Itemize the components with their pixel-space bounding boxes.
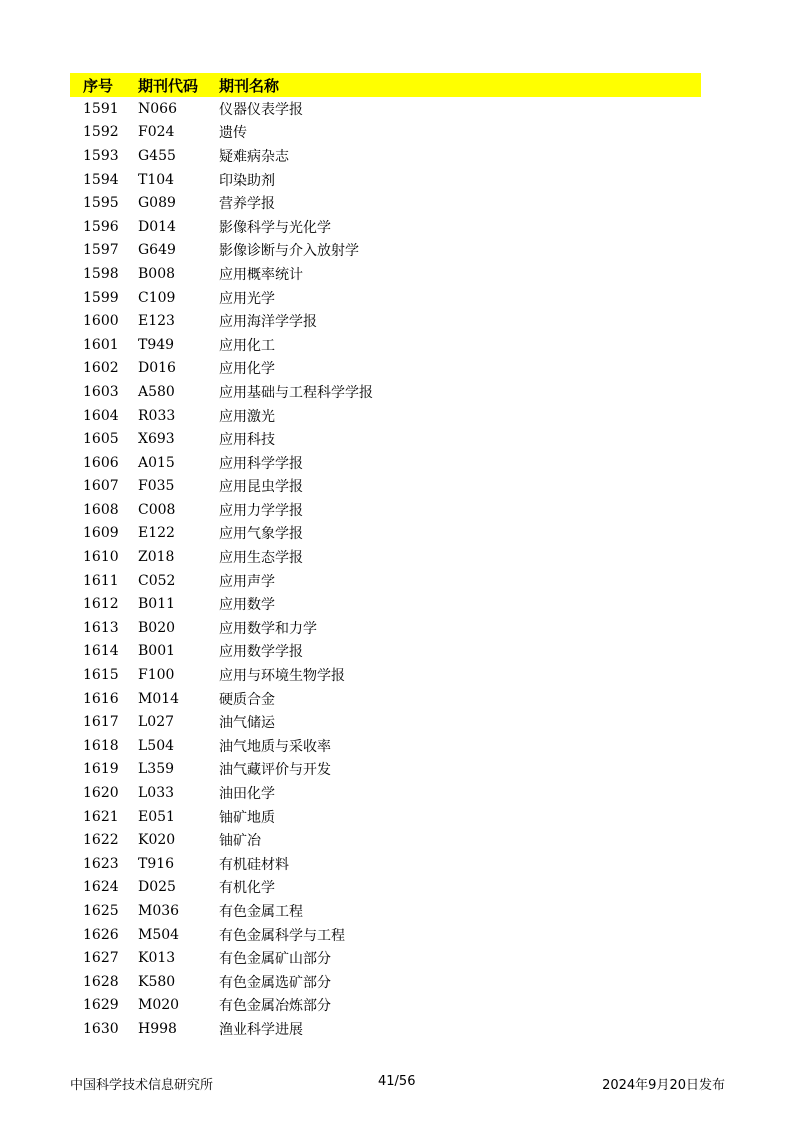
row-code: K580 — [138, 973, 176, 990]
table-row — [70, 168, 701, 192]
table-row — [70, 994, 701, 1018]
table-row — [70, 522, 701, 546]
row-code: T949 — [138, 336, 175, 353]
row-journal-name: 应用生态学报 — [219, 550, 303, 567]
table-row — [70, 923, 701, 947]
footer-page-number: 41/56 — [378, 1074, 416, 1089]
table-row — [70, 215, 701, 239]
row-index: 1618 — [83, 737, 119, 754]
table-row — [70, 333, 701, 357]
row-journal-name: 应用数学学报 — [219, 644, 303, 661]
row-index: 1628 — [83, 973, 119, 990]
row-code: C109 — [138, 289, 176, 306]
row-code: G089 — [138, 195, 176, 212]
table-row — [70, 97, 701, 121]
row-index: 1607 — [83, 478, 119, 495]
row-code: F024 — [138, 124, 175, 141]
header-name: 期刊名称 — [219, 76, 280, 95]
row-index: 1597 — [83, 242, 119, 259]
table-row — [70, 427, 701, 451]
table-row — [70, 451, 701, 475]
row-code: T104 — [138, 171, 175, 188]
page-footer — [70, 1074, 725, 1092]
row-index: 1621 — [83, 808, 119, 825]
row-journal-name: 印染助剂 — [219, 172, 275, 189]
row-index: 1625 — [83, 902, 119, 919]
row-code: M036 — [138, 902, 180, 919]
row-code: F035 — [138, 478, 175, 495]
table-row — [70, 781, 701, 805]
row-index: 1627 — [83, 950, 119, 967]
table-row — [70, 1017, 701, 1041]
row-journal-name: 有色金属工程 — [219, 903, 303, 920]
row-index: 1619 — [83, 761, 119, 778]
table-row — [70, 191, 701, 215]
table-row — [70, 262, 701, 286]
row-journal-name: 应用海洋学学报 — [219, 314, 317, 331]
row-journal-name: 应用力学学报 — [219, 502, 303, 519]
row-code: A580 — [138, 383, 175, 400]
row-code: D014 — [138, 218, 176, 235]
row-index: 1592 — [83, 124, 119, 141]
row-journal-name: 应用数学和力学 — [219, 620, 317, 637]
row-index: 1614 — [83, 643, 119, 660]
row-index: 1595 — [83, 195, 119, 212]
row-index: 1616 — [83, 690, 119, 707]
row-journal-name: 有机化学 — [219, 880, 275, 897]
row-index: 1593 — [83, 147, 119, 164]
row-index: 1606 — [83, 454, 119, 471]
row-journal-name: 影像科学与光化学 — [219, 219, 331, 236]
row-index: 1605 — [83, 431, 119, 448]
row-journal-name: 铀矿地质 — [219, 809, 275, 826]
row-code: N066 — [138, 100, 177, 117]
table-row — [70, 592, 701, 616]
row-journal-name: 应用化学 — [219, 361, 275, 378]
table-row — [70, 876, 701, 900]
row-journal-name: 有色金属冶炼部分 — [219, 998, 331, 1015]
row-code: K020 — [138, 832, 176, 849]
row-index: 1612 — [83, 596, 119, 613]
row-code: B020 — [138, 619, 176, 636]
row-journal-name: 遗传 — [219, 125, 247, 142]
row-index: 1611 — [83, 572, 119, 589]
row-index: 1596 — [83, 218, 119, 235]
row-code: F100 — [138, 667, 175, 684]
table-row — [70, 663, 701, 687]
row-journal-name: 应用气象学报 — [219, 526, 303, 543]
table-row — [70, 357, 701, 381]
row-index: 1617 — [83, 714, 119, 731]
table-row — [70, 569, 701, 593]
row-code: D016 — [138, 360, 176, 377]
row-code: B011 — [138, 596, 176, 613]
table-row — [70, 475, 701, 499]
row-index: 1608 — [83, 501, 119, 518]
table-row — [70, 828, 701, 852]
table-row — [70, 734, 701, 758]
table-row — [70, 687, 701, 711]
table-row — [70, 286, 701, 310]
row-index: 1622 — [83, 832, 119, 849]
row-journal-name: 仪器仪表学报 — [219, 101, 303, 118]
row-journal-name: 疑难病杂志 — [219, 148, 289, 165]
row-index: 1604 — [83, 407, 119, 424]
row-code: B001 — [138, 643, 176, 660]
row-index: 1600 — [83, 313, 119, 330]
row-index: 1630 — [83, 1020, 119, 1037]
row-journal-name: 油气藏评价与开发 — [219, 762, 331, 779]
row-journal-name: 营养学报 — [219, 196, 275, 213]
row-code: D025 — [138, 879, 176, 896]
table-row — [70, 946, 701, 970]
row-code: H998 — [138, 1020, 177, 1037]
row-code: C052 — [138, 572, 176, 589]
row-journal-name: 渔业科学进展 — [219, 1021, 303, 1038]
footer-institution: 中国科学技术信息研究所 — [70, 1078, 214, 1093]
row-code: T916 — [138, 855, 175, 872]
header-index: 序号 — [83, 76, 114, 95]
row-index: 1629 — [83, 997, 119, 1014]
table-row — [70, 899, 701, 923]
table-row — [70, 309, 701, 333]
journal-table — [70, 73, 701, 1041]
table-row — [70, 144, 701, 168]
table-row — [70, 970, 701, 994]
row-journal-name: 影像诊断与介入放射学 — [219, 243, 359, 260]
row-code: C008 — [138, 501, 176, 518]
table-header — [70, 73, 701, 97]
row-index: 1603 — [83, 383, 119, 400]
table-row — [70, 616, 701, 640]
row-code: L359 — [138, 761, 175, 778]
row-journal-name: 应用光学 — [219, 290, 275, 307]
table-row — [70, 852, 701, 876]
table-row — [70, 640, 701, 664]
table-row — [70, 121, 701, 145]
row-journal-name: 应用科技 — [219, 432, 275, 449]
header-code: 期刊代码 — [138, 76, 199, 95]
row-index: 1598 — [83, 265, 119, 282]
row-code: L027 — [138, 714, 175, 731]
row-code: M014 — [138, 690, 180, 707]
row-code: M020 — [138, 997, 180, 1014]
row-journal-name: 油田化学 — [219, 786, 275, 803]
table-row — [70, 545, 701, 569]
row-journal-name: 硬质合金 — [219, 691, 275, 708]
row-journal-name: 应用概率统计 — [219, 266, 303, 283]
row-journal-name: 应用化工 — [219, 337, 275, 354]
row-code: G649 — [138, 242, 176, 259]
row-index: 1594 — [83, 171, 119, 188]
row-index: 1601 — [83, 336, 119, 353]
row-code: E122 — [138, 525, 175, 542]
row-journal-name: 应用科学学报 — [219, 455, 303, 472]
row-code: E051 — [138, 808, 175, 825]
row-journal-name: 应用数学 — [219, 597, 275, 614]
row-code: K013 — [138, 950, 176, 967]
footer-date: 2024年9月20日发布 — [602, 1078, 725, 1093]
table-row — [70, 498, 701, 522]
row-index: 1623 — [83, 855, 119, 872]
row-journal-name: 有色金属科学与工程 — [219, 927, 345, 944]
row-journal-name: 油气储运 — [219, 715, 275, 732]
table-body — [70, 97, 701, 1041]
row-journal-name: 铀矿冶 — [219, 833, 261, 850]
row-journal-name: 应用激光 — [219, 408, 275, 425]
table-row — [70, 404, 701, 428]
row-index: 1613 — [83, 619, 119, 636]
row-journal-name: 油气地质与采收率 — [219, 738, 331, 755]
row-code: L504 — [138, 737, 175, 754]
row-journal-name: 有色金属矿山部分 — [219, 951, 331, 968]
row-index: 1610 — [83, 549, 119, 566]
row-index: 1620 — [83, 785, 119, 802]
table-row — [70, 758, 701, 782]
row-code: G455 — [138, 147, 176, 164]
row-journal-name: 应用基础与工程科学学报 — [219, 384, 373, 401]
row-code: M504 — [138, 926, 180, 943]
row-index: 1615 — [83, 667, 119, 684]
row-journal-name: 应用与环境生物学报 — [219, 668, 345, 685]
row-index: 1609 — [83, 525, 119, 542]
table-row — [70, 710, 701, 734]
row-code: A015 — [138, 454, 175, 471]
row-index: 1602 — [83, 360, 119, 377]
table-row — [70, 805, 701, 829]
row-index: 1591 — [83, 100, 119, 117]
row-code: Z018 — [138, 549, 175, 566]
row-code: E123 — [138, 313, 175, 330]
row-journal-name: 应用昆虫学报 — [219, 479, 303, 496]
row-journal-name: 有机硅材料 — [219, 856, 289, 873]
row-index: 1624 — [83, 879, 119, 896]
row-code: R033 — [138, 407, 176, 424]
row-code: B008 — [138, 265, 176, 282]
row-index: 1626 — [83, 926, 119, 943]
table-row — [70, 239, 701, 263]
row-index: 1599 — [83, 289, 119, 306]
row-code: X693 — [138, 431, 175, 448]
row-journal-name: 应用声学 — [219, 573, 275, 590]
row-code: L033 — [138, 785, 175, 802]
row-journal-name: 有色金属选矿部分 — [219, 974, 331, 991]
table-row — [70, 380, 701, 404]
